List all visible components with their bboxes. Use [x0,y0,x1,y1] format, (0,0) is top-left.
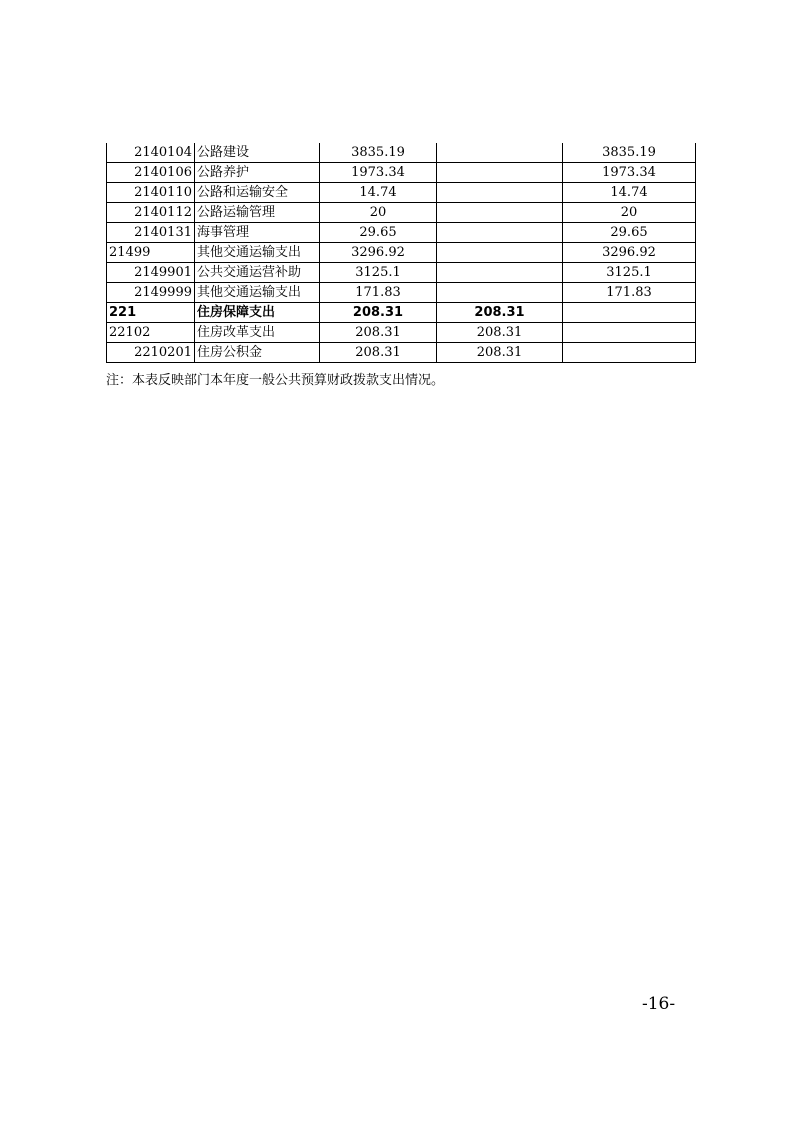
basic-expenditure-cell: 208.31 [437,343,563,363]
subject-code-cell: 2149901 [107,263,195,283]
subject-name-cell: 住房改革支出 [195,323,320,343]
table-row [107,163,696,183]
project-expenditure-cell [563,323,696,343]
basic-expenditure-cell: 208.31 [437,303,563,323]
project-expenditure-cell: 14.74 [563,183,696,203]
table-row [107,223,696,243]
total-amount-cell: 29.65 [320,223,437,243]
subject-name-cell: 其他交通运输支出 [195,283,320,303]
total-amount-cell: 3296.92 [320,243,437,263]
basic-expenditure-cell [437,163,563,183]
total-amount-cell: 171.83 [320,283,437,303]
subject-name-cell: 公路养护 [195,163,320,183]
basic-expenditure-cell [437,223,563,243]
table-row [107,283,696,303]
subject-code-cell: 2140110 [107,183,195,203]
basic-expenditure-cell: 208.31 [437,323,563,343]
table-row [107,203,696,223]
total-amount-cell: 3835.19 [320,143,437,163]
table-row [107,183,696,203]
table-row [107,143,696,163]
subject-name-cell: 其他交通运输支出 [195,243,320,263]
total-amount-cell: 3125.1 [320,263,437,283]
project-expenditure-cell: 3835.19 [563,143,696,163]
table-row [107,303,696,323]
table-row [107,263,696,283]
total-amount-cell: 14.74 [320,183,437,203]
subject-code-cell: 2140104 [107,143,195,163]
total-amount-cell: 208.31 [320,343,437,363]
project-expenditure-cell: 29.65 [563,223,696,243]
total-amount-cell: 208.31 [320,303,437,323]
basic-expenditure-cell [437,143,563,163]
subject-name-cell: 公路运输管理 [195,203,320,223]
subject-code-cell: 2140106 [107,163,195,183]
basic-expenditure-cell [437,203,563,223]
basic-expenditure-cell [437,183,563,203]
subject-name-cell: 住房保障支出 [195,303,320,323]
basic-expenditure-cell [437,263,563,283]
subject-code-cell: 22102 [107,323,195,343]
subject-name-cell: 公路建设 [195,143,320,163]
project-expenditure-cell: 3125.1 [563,263,696,283]
table-row [107,243,696,263]
project-expenditure-cell [563,343,696,363]
appropriation-expenditure-table [106,143,696,363]
subject-name-cell: 海事管理 [195,223,320,243]
project-expenditure-cell: 3296.92 [563,243,696,263]
subject-code-cell: 2210201 [107,343,195,363]
subject-code-cell: 2149999 [107,283,195,303]
table-note: 注：本表反映部门本年度一般公共预算财政拨款支出情况。 [106,373,445,388]
table-row [107,323,696,343]
subject-name-cell: 公路和运输安全 [195,183,320,203]
subject-code-cell: 221 [107,303,195,323]
basic-expenditure-cell [437,243,563,263]
project-expenditure-cell: 171.83 [563,283,696,303]
subject-code-cell: 2140131 [107,223,195,243]
project-expenditure-cell: 20 [563,203,696,223]
subject-code-cell: 2140112 [107,203,195,223]
subject-code-cell: 21499 [107,243,195,263]
total-amount-cell: 20 [320,203,437,223]
table-row [107,343,696,363]
total-amount-cell: 1973.34 [320,163,437,183]
table-body [107,143,696,363]
subject-name-cell: 公共交通运营补助 [195,263,320,283]
project-expenditure-cell: 1973.34 [563,163,696,183]
subject-name-cell: 住房公积金 [195,343,320,363]
basic-expenditure-cell [437,283,563,303]
total-amount-cell: 208.31 [320,323,437,343]
page-number: -16- [642,994,676,1014]
project-expenditure-cell [563,303,696,323]
